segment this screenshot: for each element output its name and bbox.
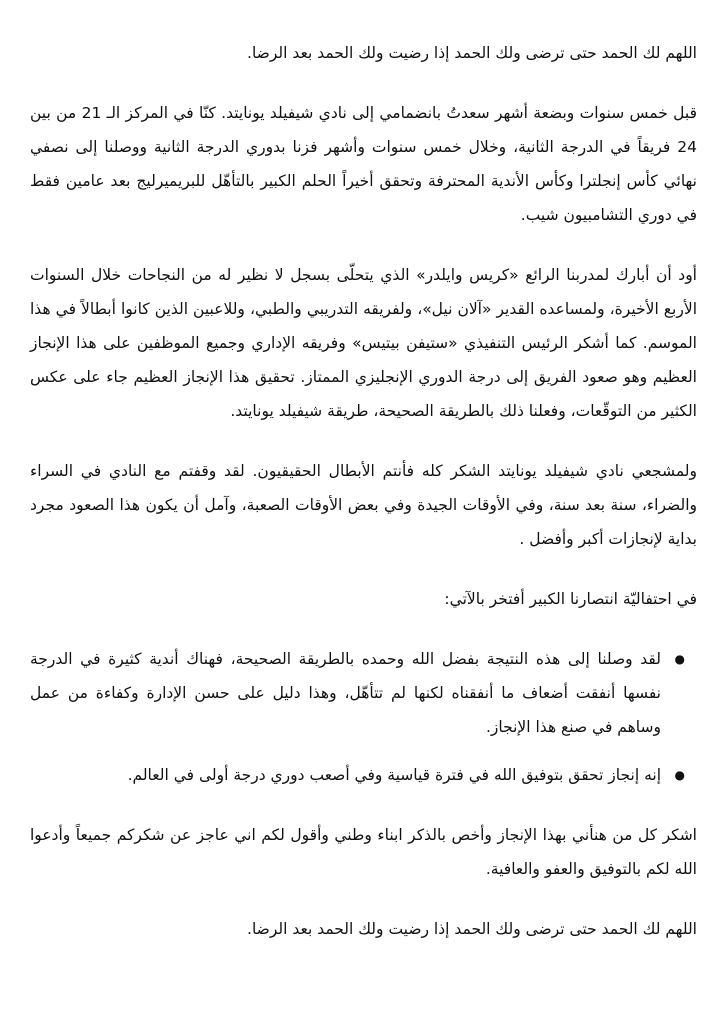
bullet-icon: ● [674,768,685,782]
paragraph-gratitude: اشكر كل من هنأني بهذا الإنجاز وأخص بالذكر ابناء وطني وأقول لكم اني عاجز عن شكركم جميعاً وأدعوا الله لكم بالتوفيق والعفو والعافية. [30,826,697,878]
list-item [30,642,685,744]
list-item [30,758,685,792]
paragraph-thanks-fans: ولمشجعي نادي شيفيلد يونايتد الشكر كله فأنتم الأبطال الحقيقيون. لقد وقفتم مع النادي في السراء والضراء، سنة بعد سنة، وفي الأوقات الجيدة وفي بعض الأوقات الصعبة، وآمل أن يكون هذا الصعود مجرد بداية لإنجازات أكبر وأفضل . [30,462,697,548]
closing-prayer: اللهم لك الحمد حتى ترضى ولك الحمد إذا رضيت ولك الحمد بعد الرضا. [247,920,697,938]
paragraph-thanks-staff: أود أن أبارك لمدربنا الرائع «كريس وايلدر» الذي يتحلّى بسجل لا نظير له من النجاحات خلال السنوات الأربع الأخيرة، ولمساعده القدير «آلان نيل»، ولفريقه التدريبي والطبي، وللاعبين الذين كانوا أبطالاً في هذا الموسم. كما أشكر الرئيس التنفيذي «ستيفن بيتيس» وفريقه الإداري وجميع الموظفين على هذا الإنجاز العظيم وهو صعود الفريق إلى درجة الدوري الإنجليزي الممتاز. تحقيق هذا الإنجاز العظيم جاء على عكس الكثير من التوقّعات، وفعلنا ذلك بالطريقة الصحيحة، طريقة شيفيلد يونايتد. [30,266,697,420]
bullet-icon: ● [674,652,685,666]
list-item-text: إنه إنجاز تحقق بتوفيق الله في فترة قياسية وفي أصعب دوري درجة أولى في العالم. [127,766,661,784]
paragraph-joining-club: قبل خمس سنوات وبضعة أشهر سعدتُ بانضمامي إلى نادي شيفيلد يونايتد. كنّا في المركز الـ 21 من بين 24 فريقاً في الدرجة الثانية، وخلال خمس سنوات وأشهر فزنا بدوري الدرجة الثانية ووصلنا إلى نصفي نهائي كأس إنجلترا وكأس الأندية المحترفة وتحقق أخيراً الحلم الكبير بالتأهّل للبريميرليج بعد عامين فقط في دوري التشامبيون شيب. [30,104,698,224]
opening-prayer: اللهم لك الحمد حتى ترضى ولك الحمد إذا رضيت ولك الحمد بعد الرضا. [247,44,697,62]
list-intro: في احتفاليّة انتصارنا الكبير أفتخر بالآتي: [444,590,697,608]
achievements-list [30,642,697,792]
list-item-text: لقد وصلنا إلى هذه النتيجة بفضل الله وحمده بالطريقة الصحيحة، فهناك أندية كثيرة في الدرجة نفسها أنفقت أضعاف ما أنفقناه لكنها لم تتأهّل، وهذا دليل على حسن الإدارة وكفاءة من عمل وساهم في صنع هذا الإنجاز. [30,650,661,736]
